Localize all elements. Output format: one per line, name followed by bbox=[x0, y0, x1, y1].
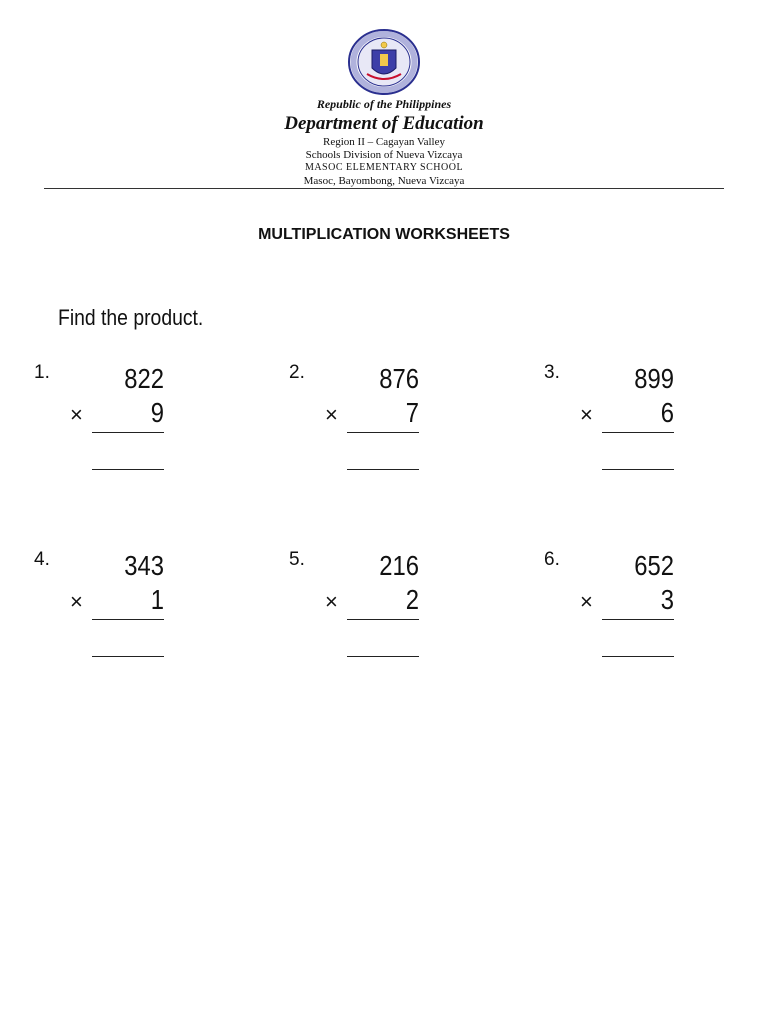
answer-blank bbox=[347, 656, 419, 657]
answer-blank bbox=[602, 469, 674, 470]
times-sign: × bbox=[580, 589, 593, 614]
department-heading: Department of Education bbox=[284, 113, 484, 134]
answer-blank bbox=[602, 656, 674, 657]
problem-number: 5. bbox=[289, 549, 305, 570]
multiplicand: 343 bbox=[124, 550, 164, 581]
multiplicand: 876 bbox=[379, 363, 419, 394]
times-sign: × bbox=[70, 589, 83, 614]
sum-line bbox=[602, 432, 674, 433]
problem-3 bbox=[544, 362, 674, 482]
times-sign: × bbox=[580, 402, 593, 427]
times-sign: × bbox=[325, 402, 338, 427]
problem-6 bbox=[544, 549, 674, 669]
problem-4 bbox=[34, 549, 164, 669]
multiplier: 7 bbox=[405, 397, 419, 428]
sum-line bbox=[347, 432, 419, 433]
problem-number: 2. bbox=[289, 362, 305, 383]
sum-line bbox=[92, 432, 164, 433]
multiplier: 3 bbox=[660, 584, 674, 615]
problem-number: 6. bbox=[544, 549, 560, 570]
problem-number: 4. bbox=[34, 549, 50, 570]
sum-line bbox=[347, 619, 419, 620]
instruction-text: Find the product. bbox=[58, 305, 204, 330]
problem-5 bbox=[289, 549, 419, 669]
answer-blank bbox=[92, 656, 164, 657]
multiplicand: 216 bbox=[379, 550, 419, 581]
answer-blank bbox=[92, 469, 164, 470]
answer-blank bbox=[347, 469, 419, 470]
division-line: Schools Division of Nueva Vizcaya bbox=[305, 149, 463, 161]
times-sign: × bbox=[70, 402, 83, 427]
problem-2 bbox=[289, 362, 419, 482]
region-line: Region II – Cagayan Valley bbox=[323, 136, 445, 148]
times-sign: × bbox=[325, 589, 338, 614]
multiplicand: 899 bbox=[634, 363, 674, 394]
multiplier: 2 bbox=[405, 584, 419, 615]
sum-line bbox=[92, 619, 164, 620]
deped-seal-logo bbox=[347, 28, 421, 96]
problem-number: 3. bbox=[544, 362, 560, 383]
multiplicand: 652 bbox=[634, 550, 674, 581]
sum-line bbox=[602, 619, 674, 620]
school-line: MASOC ELEMENTARY SCHOOL bbox=[304, 162, 464, 173]
address-line: Masoc, Bayombong, Nueva Vizcaya bbox=[303, 175, 465, 187]
problem-1 bbox=[34, 362, 164, 482]
header-divider bbox=[44, 188, 724, 189]
problem-number: 1. bbox=[34, 362, 50, 383]
multiplier: 6 bbox=[660, 397, 674, 428]
worksheet-title: MULTIPLICATION WORKSHEETS bbox=[258, 226, 510, 243]
republic-heading: Republic of the Philippines bbox=[316, 97, 452, 111]
multiplier: 9 bbox=[150, 397, 164, 428]
multiplicand: 822 bbox=[124, 363, 164, 394]
multiplier: 1 bbox=[150, 584, 164, 615]
